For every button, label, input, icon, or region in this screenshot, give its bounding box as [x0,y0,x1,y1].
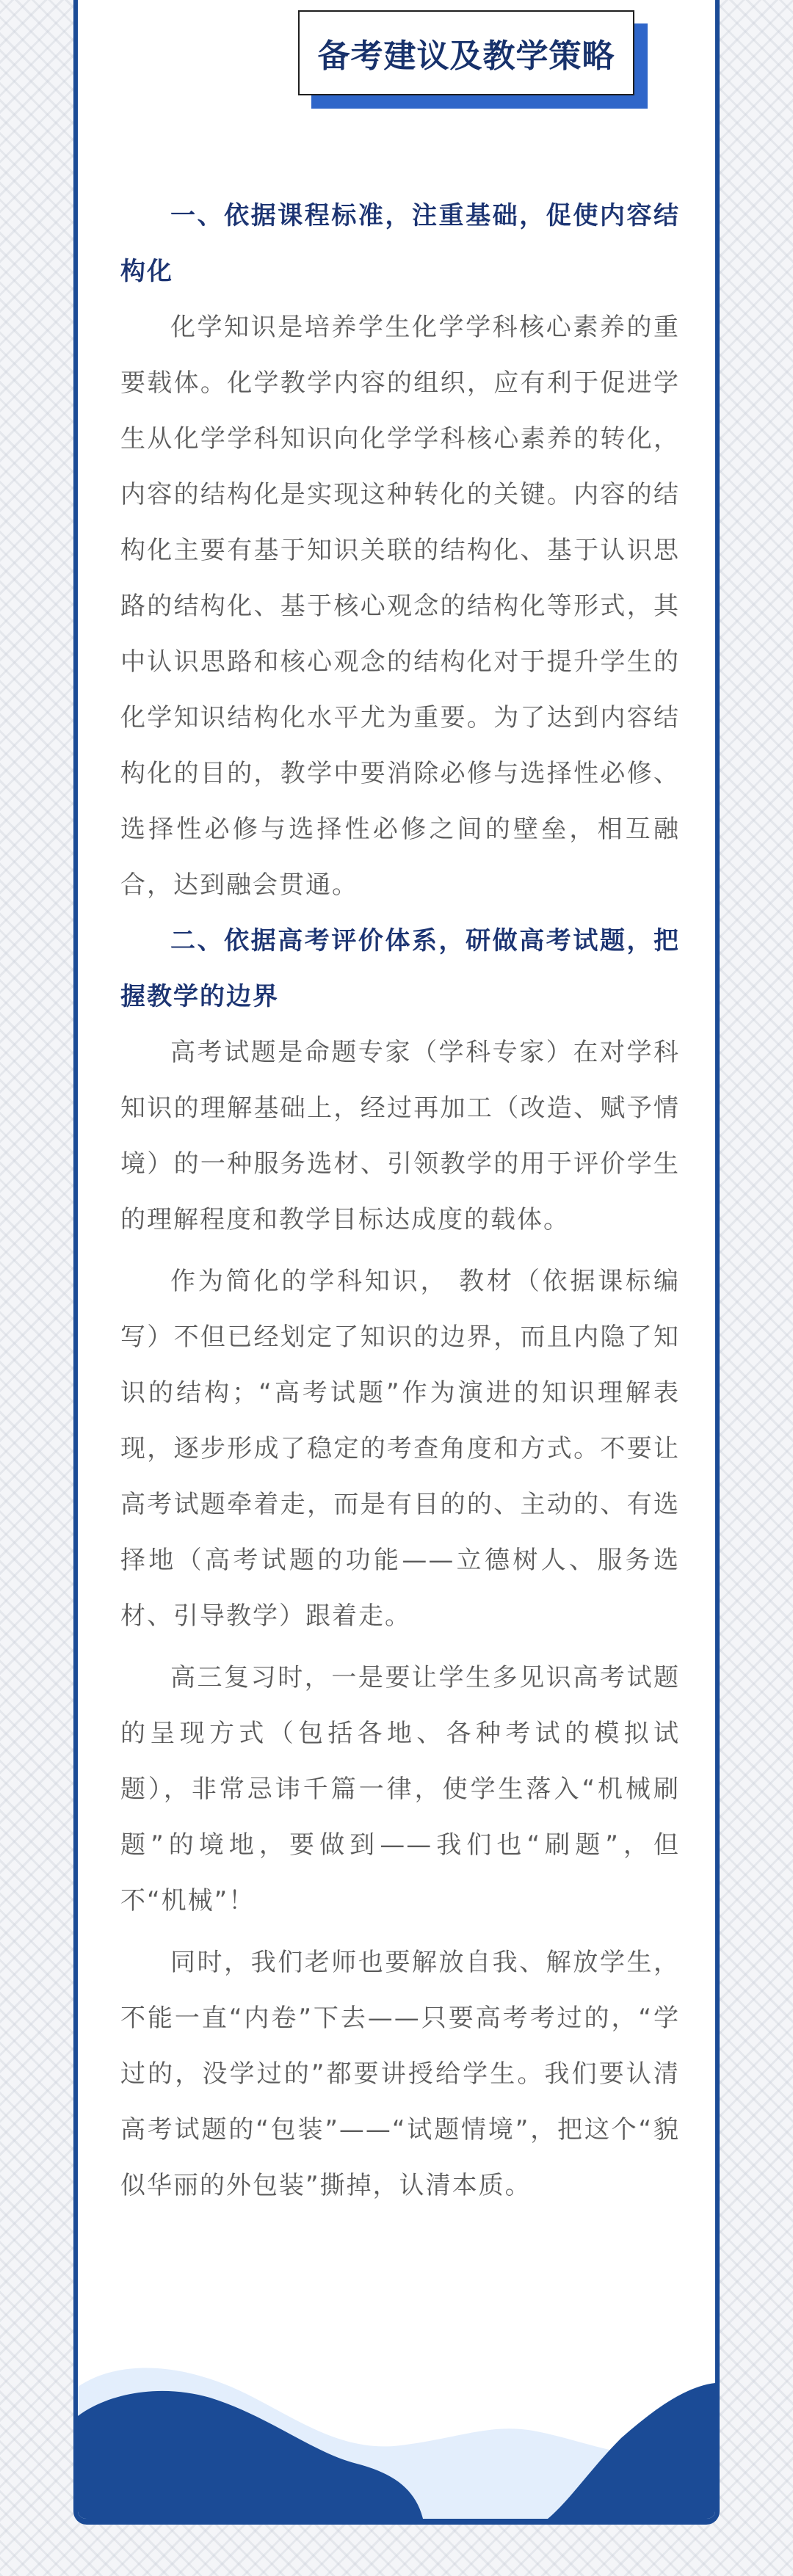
title-banner [298,10,649,109]
article-body [120,188,680,2213]
section-2-paragraph-4: 同时，我们老师也要解放自我、解放学生，不能一直“内卷”下去——只要高考考过的，“学过的，没学过的”都要讲授给学生。我们要认清高考试题的“包装”——“试题情境”，把这个“貌似华丽的外包装”撕掉，认清本质。 [120,1948,680,2200]
section-2-paragraph-3: 高三复习时，一是要让学生多见识高考试题的呈现方式（包括各地、各种考试的模拟试题），非常忌讳千篇一律，使学生落入“机械刷题”的境地，要做到——我们也“刷题”，但不“机械”！ [120,1663,680,1915]
article-card [73,0,720,2525]
section-2-paragraph-1: 高考试题是命题专家（学科专家）在对学科知识的理解基础上，经过再加工（改造、赋予情境）的一种服务选材、引领教学的用于评价学生的理解程度和教学目标达成度的载体。 [120,1038,680,1234]
page-title: 备考建议及教学策略 [317,37,615,75]
decorative-waves [78,2343,715,2519]
section-1-paragraph-1: 化学知识是培养学生化学学科核心素养的重要载体。化学教学内容的组织，应有利于促进学生从化学学科知识向化学学科核心素养的转化，内容的结构化是实现这种转化的关键。内容的结构化主要有基于知识关联的结构化、基于认识思路的结构化、基于核心观念的结构化等形式，其中认识思路和核心观念的结构化对于提升学生的化学知识结构化水平尤为重要。为了达到内容结构化的目的，教学中要消除必修与选择性必修、选择性必修与选择性必修之间的壁垒，相互融合，达到融会贯通。 [120,313,680,900]
section-heading-2: 二、依据高考评价体系，研做高考试题，把握教学的边界 [120,926,680,1011]
section-2-paragraph-2: 作为简化的学科知识， 教材（依据课标编写）不但已经划定了知识的边界，而且内隐了知识的结构；“高考试题”作为演进的知识理解表现，逐步形成了稳定的考查角度和方式。不要让高考试题牵着走，而是有目的的、主动的、有选择地（高考试题的功能——立德树人、服务选材、引导教学）跟着走。 [120,1267,680,1631]
title-box [298,10,634,95]
section-heading-1: 一、依据课程标准，注重基础，促使内容结构化 [120,201,680,286]
